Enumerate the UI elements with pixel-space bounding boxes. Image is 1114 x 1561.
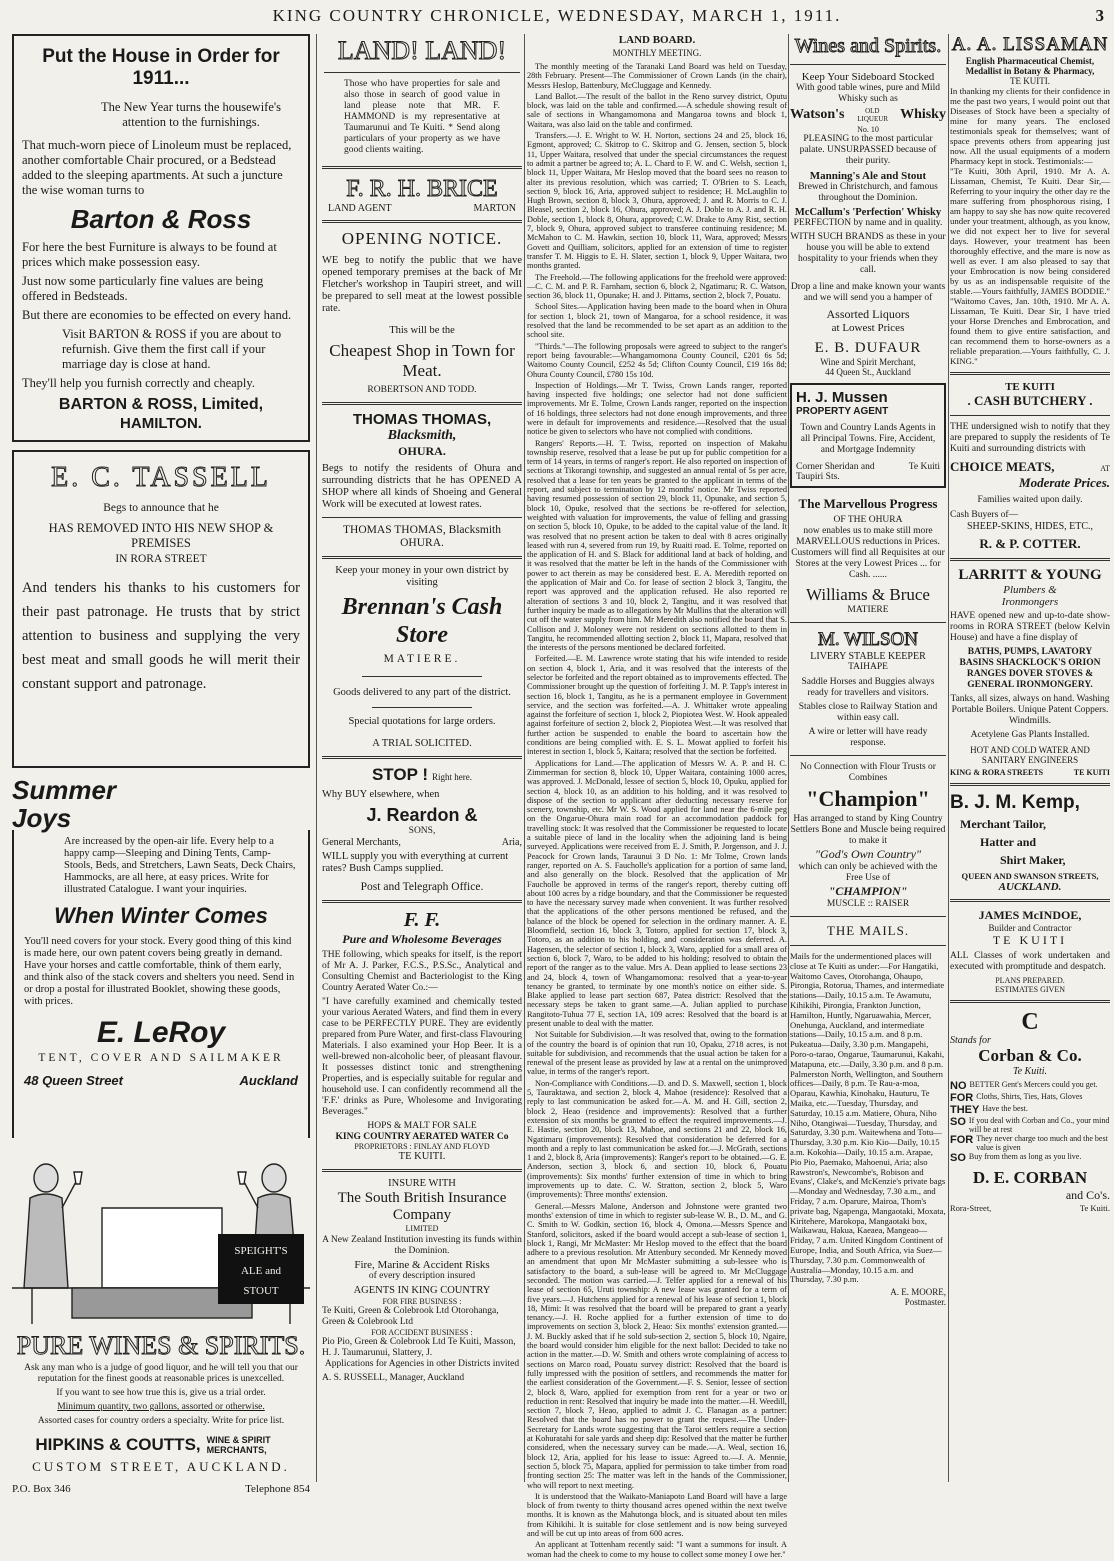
land-title: LAND! LAND!: [337, 36, 507, 65]
corban-they: THEY: [950, 1104, 980, 1116]
brennan-intro: Keep your money in your own district by visiting: [335, 565, 509, 588]
barton-footer: BARTON & ROSS, Limited,: [58, 396, 264, 413]
ff-town: TE KUITI.: [398, 1151, 446, 1162]
wines-keep: Keep Your Sideboard Stocked: [801, 71, 935, 83]
corban-buy: Buy from them as long as you live.: [968, 1152, 1082, 1161]
wines-perfection: PERFECTION by name and in quality.: [793, 218, 943, 228]
watsons-whisky: Whisky: [900, 107, 946, 122]
column-rule: [788, 34, 789, 1482]
butchery-prices: Moderate Prices.: [1019, 475, 1110, 490]
reardon-trade: General Merchants,: [322, 837, 401, 848]
wines-mccallum: McCallum's 'Perfection' Whisky: [794, 207, 942, 218]
wines-lowest: at Lowest Prices: [831, 322, 905, 334]
hipkins-pobox: P.O. Box 346: [12, 1483, 71, 1495]
mcindoe-text: ALL Classes of work undertaken and executed with promptitude and despatch.: [950, 951, 1110, 972]
column-rule: [948, 34, 949, 1482]
mussen-ad: [790, 383, 946, 488]
champion-intro: No Connection with Flour Trusts or Combines: [800, 762, 936, 783]
land-ad: [322, 34, 522, 158]
land-board-paragraph: Transfers.—J. E. Wright to W. H. Norton, sections 24 and 25, block 16, Egmont, approved; C. Skitrop to C. Skitrop and G. Jensen, section 5, block 11, Upper Waitara, resolved that under the special circumstances the request to admit a partner be agreed to; A. L. Chard to F. W. and C. Welsh, section 1, block 11, Upper Waitara, Mr Heslop moved that the board sees no reason to alter its previous resolution, which was carried; T. O'Brien to S. Leach, section 9, block 16, Aria, approved subject to residence; H. McLaughlin to Hugh Brown, section 8, block 3, Ohura, approved; J. and R. Morris to C. J. Bleasel, section 2, block 16, Ohura, approved; A. J. Doble to A. J. and R. H. Doble, section 1, block 8, Ohura, approved; C.W. Drake to Amy Rist, section 7, block 9, Ohura, approved subject to transferee continuing residence; M. McMahon to C. M. Hawkin, section 10, block 11, Wara, approved; Messrs Govett and Quilliam, solicitors, applied for an extension of time to register transfer T. M. Higgis to E. H. Slater, section 1, block 9, Upper Waitara, two months granted.: [527, 131, 787, 271]
hipkins-text3: Minimum quantity, two gallons, assorted or otherwise.: [57, 1402, 265, 1412]
reardon-why: Why BUY elsewhere, when: [322, 789, 440, 800]
land-board-paragraph: Rangers' Reports.—H. T. Twiss, reported on inspection of Makahu township reserve, resolved that a lease be put up for public competition for a term of 14 years, in terms of ranger's report. He also reported on inspection of sections at Tikorangi township, and suggested an annual rental of 5s per acre, resolved that a lease for ten years be granted to the applicant in terms of the report, and subject to termination by 12 months' notice. Mr Twiss reported having resumed possession of section 29, block 11, Opunake, and section 5, block 10, Opuke, resolved that the sections be re-offered for selection, weighted with valuation for improvements, the value of felling and grassing on section 5, block 10, Opuke, to be added to the capital value of the land. It was resolved that no present action be taken to deal with 8 acres originally leased with run 4, severed from run 19, by Ruaiti road. E. Tolme, reported on the application of H. and S. Black for additional land at back of holding, and it was resolved that the matter be left in the hands of the Commissioner with power to act therein as may be considered best. E. A. Meredith reported on the application of Mair and Co. for lease of section 2 block 3, Tangitu, the report was approved and the application refused. He also reported re alteration of sections 3 and 10, block 2, Tangitu, and it was resolved that further inquiry be made as to allegations by Mr Mullins that the alteration will cut off the water supply from him. Mr Meredith also notified the board that S. Collison and J. Moloney were not resident on sections allotted to them in Tangitu, he recommended allotting section 2, block 11, Mapara, resolved that the interests of the persons mentioned be declared forfeited.: [527, 438, 787, 653]
reardon-sons: SONS,: [408, 826, 436, 836]
larritt-name: LARRITT & YOUNG: [958, 567, 1102, 583]
corban-no: NO: [950, 1080, 967, 1092]
mcindoe-estimates: ESTIMATES GIVEN: [995, 985, 1065, 994]
tassell-removed: HAS REMOVED INTO HIS NEW SHOP & PREMISES: [48, 521, 274, 550]
larritt-acetylene: Acetylene Gas Plants Installed.: [970, 730, 1090, 740]
brice-row: [322, 203, 522, 214]
brennan-town: MATIERE.: [383, 653, 461, 665]
land-board-paragraph: An applicant at Tottenham recently said: "I want a summons for insult. A woman had the cheek to come to my house to collect some money I owe her.": [527, 1540, 787, 1559]
larritt-trade1: Plumbers &: [1003, 584, 1057, 596]
larritt-baths: BATHS, PUMPS, LAVATORY BASINS SHACKLOCK'S ORION RANGES DOVER STOVES & GENERAL IRONMONGERY.: [959, 647, 1101, 690]
tassell-intro: Begs to announce that he: [103, 502, 219, 514]
land-board-paragraph: Inspection of Holdings.—Mr T. Twiss, Crown Lands ranger, reported having inspected five holdings; one selector had not done sufficient improvements. Mr E. Tolme, Crown Lands ranger, reported on the inspection of 16 holdings, three selectors had not done enough improvements, and three were in default for improvements and residence.—Resolved that the usual notice be given to selectors who have not complied with conditions.: [527, 380, 787, 437]
insurance-acc-agents: Pio Pio, Green & Colebrook Ltd Te Kuiti, Masson, H. J. Taumarunui, Slattery, J.: [322, 1337, 516, 1358]
tassell-street: IN RORA STREET: [115, 553, 207, 565]
mussen-trade: PROPERTY AGENT: [796, 406, 889, 417]
insurance-fire-agents: Te Kuiti, Green & Colebrook Ltd Otorohanga, Green & Colebrook Ltd: [322, 1306, 499, 1327]
hipkins-address: CUSTOM STREET, AUCKLAND.: [32, 1459, 290, 1474]
butchery-buyers: Cash Buyers of—: [950, 510, 1019, 520]
watsons-row: [790, 107, 946, 123]
leroy-summer: Summer Joys: [12, 775, 117, 833]
wilson-text2: Stables close to Railway Station and within easy call.: [798, 702, 938, 723]
thomas-text: Begs to notify the residents of Ohura and surrounding districts that he has OPENED A SHOP where all kinds of Shoeing and General Work will be executed at lowest rates.: [322, 463, 522, 510]
brice-left: LAND AGENT: [328, 203, 392, 214]
hipkins-text2: If you want to see how true this is, give us a trial order.: [56, 1388, 266, 1398]
drinking-men-illustration: [12, 1138, 310, 1324]
watsons: Watson's: [790, 107, 845, 122]
larritt-town: TE KUITI: [1073, 768, 1110, 777]
hipkins-contact: [12, 1483, 310, 1495]
wines-manning: Manning's Ale and Stout: [809, 170, 927, 182]
leroy-name: E. LeRoy: [96, 1016, 226, 1049]
leroy-ad: [12, 776, 310, 1130]
insurance-intro: INSURE WITH: [388, 1178, 456, 1189]
dufaur-name: E. B. DUFAUR: [814, 340, 922, 356]
lissaman-town: TE KUITI.: [1010, 76, 1050, 86]
reardon-name: J. Reardon &: [366, 805, 478, 825]
kemp-l3: Shirt Maker,: [1000, 853, 1066, 867]
wilson-trade: LIVERY STABLE KEEPER: [810, 651, 926, 662]
wilson-text3: A wire or letter will have ready response.: [808, 727, 928, 748]
column-1: [12, 34, 310, 1495]
mails-post: Postmaster.: [904, 1297, 946, 1308]
corban-stands: Stands for: [950, 1035, 991, 1046]
brice-right: MARTON: [473, 203, 516, 214]
corban-town: Te Kuiti.: [1012, 1066, 1048, 1077]
wines-such: WITH SUCH BRANDS as these in your house you will be able to extend hospitality to your friends when they call.: [790, 232, 946, 275]
champion-muscle: MUSCLE :: RAISER: [826, 899, 910, 909]
butchery-title: . CASH BUTCHERY .: [967, 393, 1093, 408]
champion-gods: "God's Own Country": [815, 847, 921, 861]
opening-title: OPENING NOTICE.: [341, 229, 503, 248]
column-3-land-board: [527, 34, 787, 1559]
barton-intro: The New Year turns the housewife's attention to the furnishings.: [101, 100, 281, 129]
ohura-title: The Marvellous Progress: [798, 496, 938, 511]
lissaman-text1: In thanking my clients for their confidence in me the past two years, I would point out that Diseases of Stock have been a specialty of mine for many years. The enclosed testimonials speak for themselves; want of space prevents others from appearing just now. All the usual equipments of a modern Pharmacy kept in stock. Testimonials:—: [950, 86, 1110, 166]
land-board-paragraph: School Sites.—Application having been made to the board when in Ohura for section 1, block 21, town of Mangaroa, for a school residence, it was resolved that the land be recommended to be set apart as an addition to the school site.: [527, 302, 787, 340]
opening-note: This will be the: [389, 325, 455, 336]
brennan-name: Brennan's Cash Store: [341, 594, 503, 648]
mcindoe-trade: Builder and Contractor: [988, 923, 1072, 933]
land-board-heading: LAND BOARD.: [618, 34, 696, 46]
reardon-stop-row: [322, 765, 522, 785]
butchery-meats: CHOICE MEATS,: [950, 459, 1055, 474]
wines-assorted: Assorted Liquors: [826, 307, 910, 321]
larritt-hot: HOT AND COLD WATER AND SANITARY ENGINEERS: [970, 745, 1090, 765]
land-board-paragraph: Forfeited.—E. M. Lawrence wrote stating that his wife intended to reside on section 4, block 1, Aria, and it was resolved that the interests of the selector be forfeited and the report obtained as to improvements effected. The Commissioner brought up the question of forfeiting J. M. P. Tapp's interest in section 16, block 1, Tangitu, as he is a permanent employee in Government service, and the section was forfeited.—A. J. Whittaker wrote appealing against the forfeiture of section 1, block 2, Piopiotea West. W. Hook appealed against forfeiture of section 2, block 2, Piopiotea West.—It was resolved that further action be suspended to enable the board to ascertain how the conditions are being complied with. E. S. L. Mowat applied to forfeit his interest in section 1, block 5, Kaitara; resolved that the section be forfeited.: [527, 654, 787, 757]
larritt-trade2: Ironmongers: [1001, 596, 1059, 608]
ohura-of: OF THE OHURA: [833, 515, 903, 525]
barton-ross-ad: [12, 34, 310, 442]
insurance-manager: A. S. RUSSELL, Manager, Auckland: [322, 1373, 465, 1383]
corban-row-3: [950, 1104, 1110, 1116]
corban-never: They never charge too much and the best value is given: [976, 1134, 1108, 1152]
insurance-agents: AGENTS IN KING COUNTRY: [353, 1285, 491, 1296]
land-board-paragraph: Land Ballot.—The result of the ballot in the Reno survey district, Oputu block, was laid on the table and confirmed.—A schedule showing result of sale of sections in Whangamomona and Mangaroa towns and block 1, Waitara, was also laid on the table and confirmed.: [527, 91, 787, 129]
land-board-paragraph: Not Suitable for Subdivision.—It was resolved that, owing to the formation of the country the board is of opinion that run 10, Opaku, 2718 acres, is not suitable for subdivision, and recommends that the usual action be taken for a renewal of the present lease as provided by law at a rental on the unimproved value, in terms of the ranger's report.: [527, 1030, 787, 1077]
mussen-town: Te Kuiti: [908, 462, 940, 472]
corban-cos: and Co's.: [1065, 1188, 1110, 1202]
corban-better: BETTER Gent's Mercers could you get.: [969, 1080, 1098, 1089]
leroy-city: Auckland: [239, 1073, 298, 1088]
corban-cloths: Cloths, Shirts, Ties, Hats, Gloves: [976, 1092, 1083, 1101]
butchery-skins: SHEEP-SKINS, HIDES, ETC.,: [966, 521, 1094, 532]
larritt-address-row: [950, 768, 1110, 777]
tassell-ad: [12, 450, 310, 768]
opening-sign: ROBERTSON AND TODD.: [367, 385, 477, 395]
barton-town: HAMILTON.: [120, 415, 202, 432]
reardon-right: Right here.: [432, 772, 473, 782]
land-board-paragraph: "Thirds."—The following proposals were agreed to subject to the ranger's report being favourable:—Whangamomona County Council, £201 6s 5d; Waitomo County Council, £252 4s 5d; Clifton County Council, £19 16s 8d; Ohura County Council, £780 15s 10d.: [527, 341, 787, 379]
insurance-accident: FOR ACCIDENT BUSINESS :: [371, 1328, 473, 1337]
mails-sign: A. E. MOORE,: [890, 1287, 946, 1298]
larritt-tanks: Tanks, all sizes, always on hand. Washing Portable Boilers. Unique Patent Coppers. Windmills.: [950, 694, 1110, 726]
page-number: 3: [1095, 6, 1104, 25]
champion-free: which can only be achieved with the Free Use of: [798, 862, 938, 883]
lissaman-trade: English Pharmaceutical Chemist, Medallist in Botany & Pharmacy,: [965, 56, 1095, 76]
sign-line-1: SPEIGHT'S: [234, 1245, 288, 1257]
opening-headline: Cheapest Shop in Town for Meat.: [329, 341, 515, 380]
sign-line-3: STOUT: [243, 1285, 279, 1297]
mussen-corner: Corner Sheridan and Taupiri Sts.: [796, 462, 875, 482]
corban-row-5: [950, 1134, 1110, 1152]
hipkins-trade: WINE & SPIRIT MERCHANTS,: [206, 1435, 271, 1455]
barton-line3: But there are economies to be effected on every hand.: [22, 308, 292, 322]
land-board-paragraph: Non-Compliance with Conditions.—D. and D. S. Maxwell, section 1, block 5, Tauraktawa, and section 2, block 4, Mahoe (residence): Resolved that a reply to last communication be asked for.—A. M. and H. Gill, section 2, block 2, Heao (residence and improvements): Resolved that a further extension of six months be granted to effect the required improvements.—J. E. Hastie, section 20, block 13, Mahoe, and sections 21 and 22, block 16, Ngatimaru (improvements): Resolved that consideration be deferred for a month and a reply to last communication be asked for.—J. McGrath, sections 1 and 2, block 8, Aria (improvements): Ranger's report to be obtained.—G. E. Anderson, section 3, block 6, and section 10, block 6, Pouatu (improvements): Six months' further extension of time in which to bring improvements up to date. C. W. Stratton, section 2, block 5, Waro (improvements): Three months' extension.: [527, 1078, 787, 1200]
hipkins-text4: Assorted cases for country orders a specialty. Write for price list.: [37, 1416, 285, 1426]
barton-line5: They'll help you furnish correctly and cheaply.: [22, 376, 255, 390]
reardon-text: WILL supply you with everything at current rates? Bush Camps supplied.: [322, 851, 509, 874]
corban-for2: FOR: [950, 1134, 974, 1146]
thomas-name: THOMAS THOMAS,: [352, 411, 492, 428]
hipkins-name-row: [12, 1435, 310, 1455]
ff-hops: HOPS & MALT FOR SALE: [367, 1121, 477, 1131]
corban-for: FOR: [950, 1092, 974, 1104]
wilson-name: M. WILSON: [818, 629, 918, 650]
kemp-l2: Hatter and: [980, 835, 1037, 849]
corban-de: D. E. CORBAN: [972, 1168, 1088, 1187]
mussen-text: Town and Country Lands Agents in all Principal Towns. Fire, Accident, and Mortgage Indemnity: [800, 423, 936, 455]
corban-so2: SO: [950, 1152, 966, 1164]
ff-text2: "I have carefully examined and chemically tested your various Aerated Waters, and find them in every case to be PERFECTLY PURE. They are evidently prepared from Pure Water, and first-class Flavouring Materials. I also examined your Hop Beer. It is a well-brewed non-alcoholic beer, of pleasant flavour. It possesses distinct tonic and strengthening Properties, and is especially suitable for regular and household use. I can confidently recommend all the 'F.F.' drinks as Pure, Wholesome and Invigorating Beverages.": [322, 997, 522, 1117]
butchery-meats-row: [950, 459, 1110, 475]
leroy-winter: When Winter Comes: [54, 903, 268, 928]
larritt-address: KING & RORA STREETS: [950, 768, 1044, 777]
insurance-name: The South British Insurance Company: [337, 1190, 507, 1223]
butchery-town: TE KUITI: [1005, 381, 1055, 393]
kemp-city: AUCKLAND.: [998, 881, 1062, 893]
brice-name: F. R. H. BRICE: [346, 176, 498, 202]
masthead: [0, 6, 1114, 28]
corban-row-4: [950, 1116, 1110, 1134]
butchery-name: R. & P. COTTER.: [979, 536, 1081, 551]
barton-line4: Visit BARTON & ROSS if you are about to refurnish. Give them the first call if your marriage day is close at hand.: [62, 327, 282, 371]
mussen-address: [796, 462, 940, 482]
land-board-paragraph: The monthly meeting of the Taranaki Land Board was held on Tuesday, 28th February. Present—The Commissioner of Crown Lands (in the chair), Messrs Heslop, Battenbury, McCluggage and Kennedy.: [527, 62, 787, 90]
insurance-apply: Applications for Agencies in other Districts invited: [324, 1359, 520, 1369]
kemp-l1: Merchant Tailor,: [960, 817, 1047, 831]
barton-brand: Barton & Ross: [70, 204, 252, 234]
tassell-body: And tenders his thanks to his customers for their past patronage. He trusts that by strict attention to business and supplying the very best meat and small goods he will merit their constant support and patronage.: [22, 580, 300, 692]
corban-row-1: [950, 1080, 1110, 1092]
wines-pleasing: PLEASING to the most particular palate. UNSURPASSED because of their purity.: [799, 134, 937, 166]
leroy-winter-text: You'll need covers for your stock. Every good thing of this kind is made here, our own patent covers being greatly in demand. Have your horses and cattle comfortable, think of them early, and think also of the stack covers and shelters you need. Send in or drop a postal for illustrated Booklet, showing these goods, with prices.: [24, 936, 295, 1007]
sign-line-2: ALE and: [240, 1265, 282, 1277]
column-2: [322, 34, 522, 1482]
kemp-name: B. J. M. Kemp,: [950, 792, 1080, 813]
ff-text1: THE following, which speaks for itself, is the report of Mr A. J. Parker, F.C.S., P.S.Sc., Analytical and Consulting Chemist and Bacteriologist to the King Country Aerated Water Co.:—: [322, 950, 522, 993]
reardon-town: Aria,: [501, 837, 522, 848]
insurance-text2: Fire, Marine & Accident Risks: [354, 1259, 490, 1271]
wines-drop: Drop a line and make known your wants and we will send you a hamper of: [790, 282, 946, 303]
mcindoe-plans: PLANS PREPARED.: [995, 976, 1065, 985]
land-board-paragraph: General.—Messrs Malone, Anderson and Johnstone were granted two months' extension of time in which to register sub-lease W. B., D. M., and G. C. Smith to W. Godkin, section 16, block 4, Omona.—Messrs Spence and Stanford, solicitors, asked if the board would accept a sub-lease of section 1, block 1, Rangi, Mr McMaster: Mr Heslop moved to the effect that the board adhere to a previous resolution. Mr Attenbury seconded. Mr Kennedy moved an amendment that upon Mr McMaster submitting a sub-lessee who is satisfactory to the board, a sub-lease will be agreed to. Mr McCluggage seconded. The motion was carried.—J. Telfer applied for a renewal of his lease of section 65, Uruti township: A new lease was granted for a term of five years.—J. Hutchens applied for a renewal of his lease of section 1, block 18, Mimi: It was resolved that the board will be prepared to grant a yearly tenancy.—J. H. Roche applied for a further extension of time to do improvements on section 3, block 2, Heao: Six months' extension granted.—J. M. Buckly asked that if he sold sub-section 2, section 5, block 10, Ngaire, the board would consider him eligible for the next ballot: Decided to take no action in the matter.—D. W. Smith and others wrote complaining of access to sections on Marco road, Pouatu survey district: Resolved that the board is fully impressed with the position of settlers, and recommends the matter for the earliest consideration of the Government.—F. S. Senior, lessee of section 2, block 8, Waro, applied for exemption from rent for a year or two or reduction in rent: Resolved that inquiry be made into the matter.—H. Weedill, section 7, block 7, Heao, applied to admit J. C. Flanagan as a partner: Resolved that the board has no power to grant the request.—The Under-Secretary for Lands wrote suggesting that the Taroi settlers require a section at Kohuratahi for sale yards and sheep dip: Resolved that the matter be further considered, when the necessary survey can be made.—A. Weal, section 16, block 12, Aria, applied for his lease to issue: Agreed to.—J. A. Mennie, section 5, block 75, Mapara, applied for permission to take timber from road fronting section 25: The matter was left in the hands of the Commissioner, who will report to next meeting.: [527, 1201, 787, 1490]
leroy-address: [24, 1073, 298, 1088]
reardon-stop: STOP !: [371, 765, 429, 784]
barton-headline: Put the House in Order for 1911...: [42, 46, 280, 89]
land-board-paragraph: It is understood that the Waikato-Maniapoto Land Board will have a large block of from twenty to thirty thousand acres opened within the next twelve months. It is known as the Mahutonga block, and is situated about ten miles from Kihikihi. It is suitable for close settlement and is now being surveyed and will be cut up into areas of from 600 acres.: [527, 1491, 787, 1539]
watsons-no: No. 10: [857, 125, 879, 134]
brennan-trial: A TRIAL SOLICITED.: [372, 738, 472, 749]
column-rule: [524, 34, 525, 1482]
champion-champion: "CHAMPION": [828, 884, 908, 898]
wines-title: Wines and Spirits.: [794, 35, 942, 57]
wines-brewed: Brewed in Christchurch, and famous throughout the Dominion.: [798, 182, 938, 203]
corban-street: Rora-Street,: [950, 1203, 992, 1213]
corban-c: C: [1021, 1009, 1039, 1035]
land-board-sub: MONTHLY MEETING.: [612, 48, 702, 58]
hipkins-ad: [12, 1138, 310, 1508]
champion-text: Has arranged to stand by King Country Settlers Bone and Muscle being required to make it: [790, 814, 946, 846]
butchery-at: AT: [1100, 464, 1110, 473]
mails-text: Mails for the undermentioned places will close at Te Kuiti as under:—For Hangatiki, Waitomo Caves, Otorohanga, Ohaupo, Pirongia, Rotorua, Thames, and intermediate stations—Daily, 10.15 a.m. Te Awamutu, Kihikihi, Pirongia, Frankton Junction, Hamilton, Huntly, Ngaruawahia, Mercer, Onehunga, Auckland, and intermediate stations—Daily, 10.15 a.m. and 8 p.m. Pukeatua—Daily, 3.30 p.m. Mangapehi, Poro-o-tarao, Ongarue, Taumarunui, Kakahi, Matapuna, etc.—Daily, 3.30 p.m. and 8 p.m. Palmerston North, Wellington, and Southern offices—Daily, 8 p.m. Te Rau-a-moa, Oparau, Kawhia, Kinohaku, Hauturu, Te Maika, etc.—Tuesday, Thursday, and Saturday, 10.15 a.m. Matiere, Ohura, Niho Niho, Otangiwai—Tuesday, Thursday, and Saturday, 3.30 p.m. Waitewhena and Totu—Thursday, 3.30 p.m. Kio Kio—Daily, 10.15 a.m. Kokohia—Daily, 10.15 a.m. Arapae, Pio Pio, Paemako, Mahoenui, Aria; also Rawstron's, Newcombe's, Robison and Evans', Clake's, and McKenzie's private bags—Monday and Wednesday, 7.30 a.m., and Friday, 7 a.m. Oparure, Mairoa, Thom's private bag, Ngapenga, Mangaotaki, Moxata, Kiritehere, Marokopa, Mangaotaki box, Waikawau, Hakua, Kaeaea, Mangeao—Friday, 7 a.m. United Kingdom Continent of Europe, India, and South Africa, via Suez—Thursday, 7.30 p.m. Commonwealth of Australia—Monday, 10.15 a.m. and Thursday, 7.30 p.m.: [790, 951, 946, 1285]
mails-title: THE MAILS.: [826, 923, 910, 938]
leroy-trade: TENT, COVER AND SAILMAKER: [38, 1052, 284, 1064]
insurance-limited: LIMITED: [405, 1224, 439, 1233]
column-rule: [316, 34, 317, 1482]
butchery-families: Families waited upon daily.: [977, 495, 1083, 505]
larritt-text: HAVE opened new and up-to-date show-rooms in RORA STREET (below Kelvin House) and have a fine display of: [950, 611, 1110, 643]
land-board-body: [527, 62, 787, 1561]
land-text: Those who have properties for sale and also those in search of good value in land please note that MR. F. HAMMOND is my representative at Taumarunui and Te Kuiti. * Send along particulars of your property as we have good clients waiting.: [344, 79, 500, 155]
ff-title: F. F.: [403, 909, 441, 931]
mcindoe-name: JAMES McINDOE,: [978, 908, 1082, 922]
kemp-streets: QUEEN AND SWANSON STREETS,: [961, 871, 1099, 881]
champion-name: "Champion": [806, 786, 930, 811]
ff-props: PROPRIETORS : FINLAY AND FLOYD: [354, 1142, 490, 1151]
hipkins-phone: Telephone 854: [245, 1483, 310, 1495]
barton-linoleum: That much-worn piece of Linoleum must be replaced, another comfortable Chair procured, or a Bedstead added to the sleeping apartments. At such a juncture the wise woman turns to: [22, 138, 292, 197]
tassell-name: E. C. TASSELL: [51, 462, 271, 493]
corban-name: Corban & Co.: [978, 1046, 1082, 1065]
brennan-quotations: Special quotations for large orders.: [348, 716, 496, 727]
insurance-fire: FOR FIRE BUSINESS :: [382, 1297, 462, 1306]
insurance-text1: A New Zealand Institution investing its funds within the Dominion.: [322, 1235, 522, 1256]
corban-row-6: [950, 1152, 1110, 1164]
watsons-old: OLD LIQUEUR: [857, 107, 888, 123]
reardon-trade-row: [322, 837, 522, 848]
lissaman-name: A. A. LISSAMAN: [951, 34, 1109, 55]
corban-have: Have the best.: [982, 1104, 1028, 1113]
corban-address: [950, 1203, 1110, 1213]
land-board-paragraph: Applications for Land.—The application of Messrs W. A. P. and H. C. Zimmerman for section 8, block 10, Upper Waitara, containing 1000 acres, was approved. J. McDonald, lessee of section 5, block 10, Opuku, applied for section 4, block 10, as an addition to his holding, and it was resolved to dispose of the section to applicant after deducting necessary reserve for scenery, township, etc. Mr W. S. Wood applied for land near the 6-mile peg on the Ongarue-Ohura main road for an accommodation paddock for travelling stock: It was resolved that the Commissioner be requested to locate a suitable piece of land in the locality when the adjoining land is being surveyed. Applications were received from E. J. Smith, P. Jorgenson, and J. J. Peacock for Crown lands, Taraunui 3 D No. 1: Mr Tolme, Crown lands ranger, reported on A. S. Faucholle's application for a portion of same land, and also generally on the block. Resolved that the application of Mr Faucholle be approved in terms of the ranger's report, thereby cutting off about 100 acres by a ridge boundary, and that the Commissioner be requested to have the necessary survey made when convenient. It was further resolved that the applications of the other persons mentioned be refused, and the balance of the block be opened for selection in the ordinary manner. A. E. Bloomfield, section 16, block 3, Totoro, applied for section 17, block 3, Totoro, as an addition to his holding, and consideration was deferred. A. Hagensen, the selector of section 1, block 3, Waro, applied for a small area of section 6, block 7, Waro, to be added to his holding; resolved to obtain the report of the ranger as to the value. Mrs A. Dean applied to lease sections 23 and 24, block 4, town of Whangamomona: resolved that a year-to-year tenancy be granted, to terminate by one month's notice on either side. S. Blake applied to lease part section 687, Patea district: Resolved that the necessary steps be taken to grant same.—A. Julian applied to purchase Rangitoto-Tuhua 77 E, section 1A, 109 acres: Resolved that the board is at present unable to deal with the matter.: [527, 758, 787, 1028]
corban-town2: Te Kuiti.: [1079, 1203, 1110, 1213]
barton-line2: Just now some particularly fine values are being offered in Bedsteads.: [22, 274, 264, 303]
thomas-trade: Blacksmith,: [387, 428, 457, 443]
mcindoe-town: TE KUITI: [992, 933, 1068, 947]
ff-sub: Pure and Wholesome Beverages: [342, 932, 502, 946]
column-5: [950, 34, 1110, 1482]
insurance-text3: of every description insured: [368, 1271, 476, 1281]
ff-company: KING COUNTRY AERATED WATER Co: [335, 1132, 509, 1142]
dufaur-trade: Wine and Spirit Merchant,: [820, 357, 916, 367]
corban-so1: SO: [950, 1116, 966, 1128]
hipkins-text1: Ask any man who is a judge of good liquor, and he will tell you that our reputation for the finest goods at reasonable prices is unexcelled.: [24, 1363, 298, 1384]
barton-line1: For here the best Furniture is always to be found at prices which make possession easy.: [22, 240, 277, 269]
column-4: [790, 34, 946, 1482]
wines-with: With good table wines, pure and Mild Whisky such as: [796, 83, 940, 104]
wilson-text1: Saddle Horses and Buggies always ready for travellers and visitors.: [801, 677, 935, 698]
brennan-delivered: Goods delivered to any part of the district.: [333, 687, 511, 698]
mussen-name: H. J. Mussen: [796, 389, 888, 406]
lissaman-text2: "Te Kuiti, 30th April, 1910. Mr A. A. Lissaman, Chemist, Te Kuiti. Dear Sir,—Referring to your inquiry the other day re the mare suffering from phosphorous rising, I am happy to say she has now quite recovered under your treatment, although, as you know, we did not expect her to live for several days. However, your treatment has been thoroughly effective, and the mare is now as well as ever. I am also pleased to say that your Embrocation is now being considered by us as an indispensable requisite of the stable.—Yours faithfully, JAMES BODDIE.": [950, 166, 1110, 296]
hipkins-headline: PURE WINES & SPIRITS.: [16, 1331, 306, 1360]
williams-bruce: Williams & Bruce: [806, 585, 930, 604]
williams-town: MATIERE: [847, 605, 889, 615]
hipkins-name: HIPKINS & COUTTS,: [35, 1435, 201, 1454]
ohura-text: now enables us to make still more MARVELLOUS reductions in Prices. Customers will find all Requisites at our Stores at the very Lowest Prices ... for Cash. ......: [791, 526, 945, 580]
land-board-paragraph: The Freehold.—The following applications for the freehold were approved:—C. C. M. and P. R. Farnham, section 6, block 2, Ngatimaru; R. C. Watson, section 36, block 11, Opunake; H. and J. Pittams, section 2, block 7, Pouatu.: [527, 272, 787, 301]
leroy-summer-text: Are increased by the open-air life. Every help to a happy camp—Sleeping and Dining Tents, Camp-Stools, Beds, and Stretchers, Lawn Seats, Deck Chairs, Hammocks, are all here, at easy prices. Write for illustrated Catalogue. I want your inquiries.: [64, 836, 296, 895]
reardon-post: Post and Telegraph Office.: [360, 881, 484, 893]
masthead-title: KING COUNTRY CHRONICLE, WEDNESDAY, MARCH 1, 1911.: [272, 6, 842, 25]
opening-text: WE beg to notify the public that we have opened temporary premises at the back of Mr Fletcher's workshop in Taupiri street, and will be prepared to sell meat at the lowest possible rate.: [322, 255, 522, 314]
wilson-town: TAIHAPE: [848, 662, 888, 672]
corban-call: If you deal with Corban and Co., your mind will be at rest: [968, 1116, 1110, 1134]
corban-row-2: [950, 1092, 1110, 1104]
leroy-street: 48 Queen Street: [24, 1073, 123, 1088]
thomas-town: OHURA.: [398, 444, 446, 458]
butchery-text: THE undersigned wish to notify that they are prepared to supply the residents of Te Kuiti and surrounding districts with: [950, 422, 1110, 454]
dufaur-address: 44 Queen St., Auckland: [825, 367, 911, 377]
thomas-footer: THOMAS THOMAS, Blacksmith OHURA.: [343, 524, 501, 549]
lissaman-text3: "Waitomo Caves, Jan. 10th, 1910. Mr A. A. Lissaman, Te Kuiti. Dear Sir, I have tried your Horse Drenches and Embrocation, and found them to give entire satisfaction, and can recommend them to horse-owners as a reliable preparation.—Yours faithfully, C. J. KING.": [950, 296, 1110, 366]
